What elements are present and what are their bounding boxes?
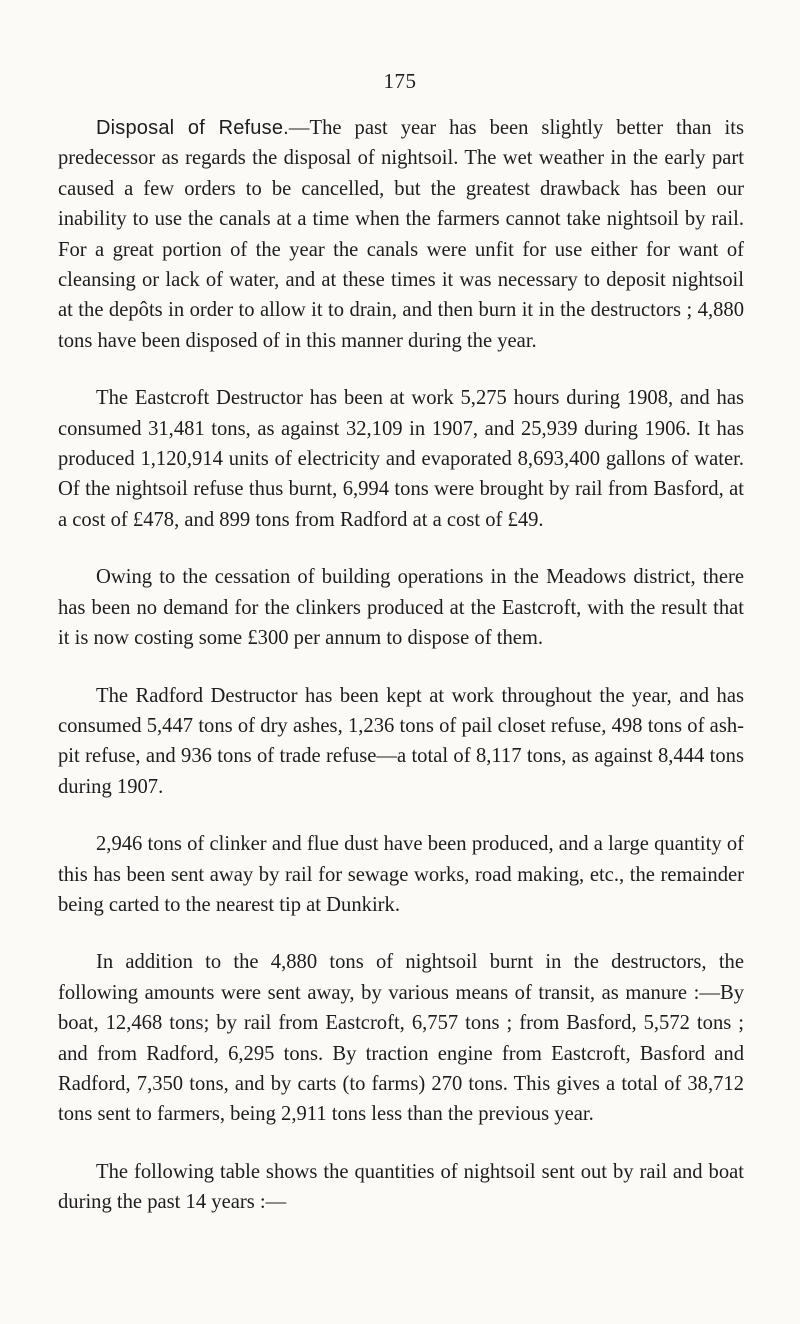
- page-number: 175: [383, 69, 417, 93]
- paragraph-table-intro: The following table shows the quantities of nightsoil sent out by rail and boat during the past 14 years :—: [58, 1160, 744, 1214]
- section-heading: Disposal of Refuse.: [96, 117, 289, 139]
- paragraph-text: —The past year has been slightly better than its predecessor as regards the disposal of nightsoil. The wet weather in the early part caused a few orders to be cancelled, but the greatest drawback has been our inability to use the canals at a time when the farmers cannot take nightsoil by rail. For a great portion of the year the canals were unfit for use either for want of cleansing or lack of water, and at these times it was necessary to deposit nightsoil at the depôts in order to allow it to drain, and then burn it in the destructors ; 4,880 tons have been disposed of in this manner during the year.: [58, 117, 745, 352]
- body-text: [58, 113, 744, 1245]
- paragraph-manure-transit: In addition to the 4,880 tons of nightsoil burnt in the destructors, the following amounts were sent away, by various means of transit, as manure :—By boat, 12,468 tons; by rail from Eastcroft, 6,757 tons ; from Basford, 5,572 tons ; and from Radford, 6,295 tons. By traction engine from Eastcroft, Basford and Radford, 7,350 tons, and by carts (to farms) 270 tons. This gives a total of 38,712 tons sent to farmers, being 2,911 tons less than the previous year.: [58, 951, 744, 1126]
- paragraph-clinkers: Owing to the cessation of building operations in the Meadows district, there has been no demand for the clinkers produced at the Eastcroft, with the result that it is now costing some £300 per annum to dispose of them.: [58, 566, 744, 650]
- paragraph-eastcroft-destructor: The Eastcroft Destructor has been at work 5,275 hours during 1908, and has consumed 31,481 tons, as against 32,109 in 1907, and 25,939 during 1906. It has produced 1,120,914 units of electricity and evaporated 8,693,400 gallons of water. Of the nightsoil refuse thus burnt, 6,994 tons were brought by rail from Basford, at a cost of £478, and 899 tons from Radford at a cost of £49.: [58, 387, 744, 531]
- paragraph-disposal-of-refuse: [58, 113, 744, 356]
- paragraph-radford-destructor: The Radford Destructor has been kept at work throughout the year, and has consumed 5,447 tons of dry ashes, 1,236 tons of pail closet refuse, 498 tons of ash-pit refuse, and 936 tons of trade refuse—a total of 8,117 tons, as against 8,444 tons during 1907.: [58, 684, 744, 798]
- paragraph-clinker-flue-dust: 2,946 tons of clinker and flue dust have been produced, and a large quantity of this has been sent away by rail for sewage works, road making, etc., the remainder being carted to the nearest tip at Dunkirk.: [58, 833, 744, 916]
